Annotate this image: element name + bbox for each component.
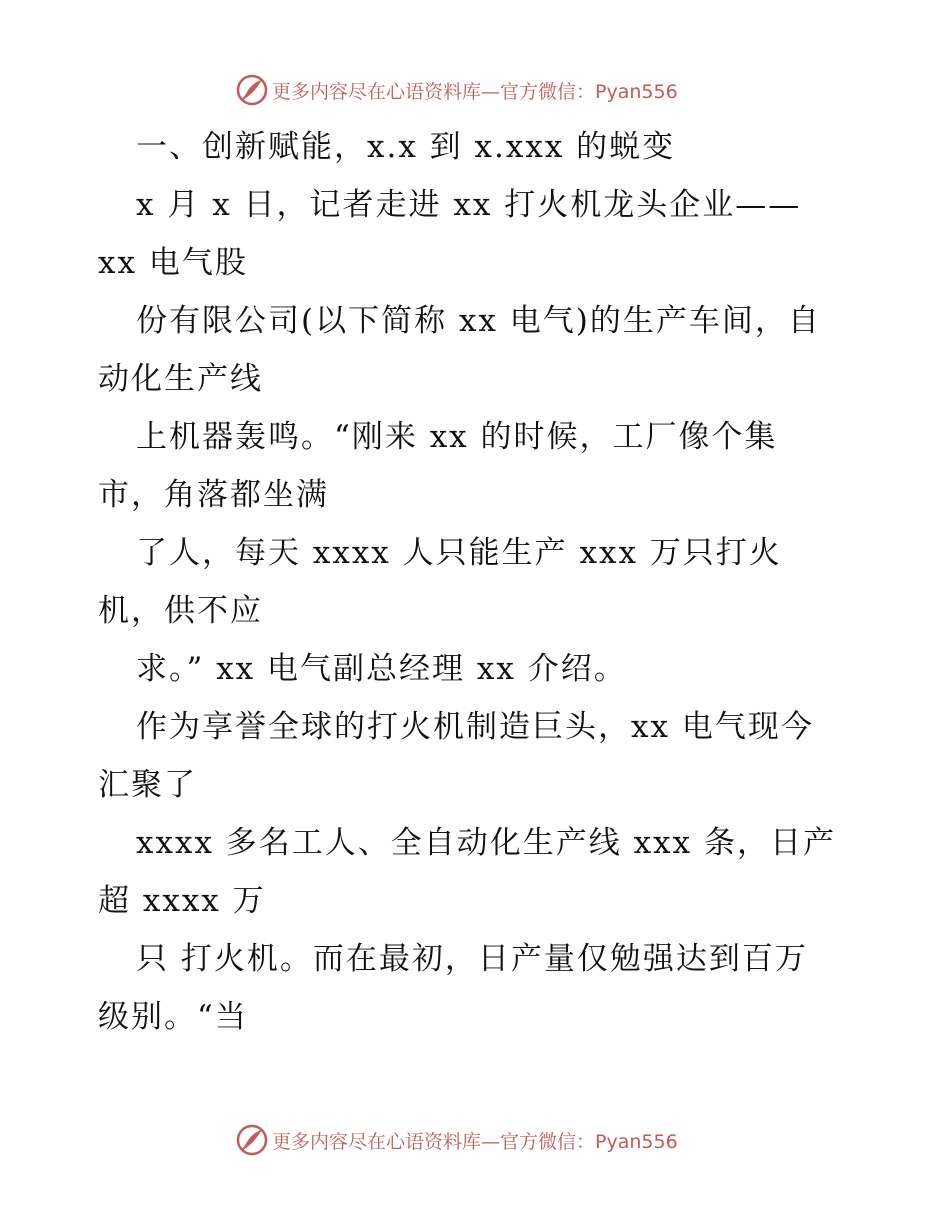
watermark-text: 更多内容尽在心语资料库—官方微信：Pyan556 bbox=[272, 80, 678, 103]
header-watermark bbox=[236, 73, 678, 107]
text-line: 市，角落都坐满 bbox=[98, 477, 329, 513]
text-line: x 月 x 日，记者走进 xx 打火机龙头企业—— bbox=[136, 187, 802, 223]
text-line: xx 电气股 bbox=[98, 245, 248, 281]
text-line: 求。” xx 电气副总经理 xx 介绍。 bbox=[136, 651, 627, 687]
watermark-id: Pyan556 bbox=[595, 80, 678, 103]
text-line: 只 打火机。而在最初，日产量仅勉强达到百万 bbox=[136, 941, 808, 977]
feather-pen-icon bbox=[236, 74, 268, 106]
text-line: 动化生产线 bbox=[98, 361, 263, 397]
text-line: 份有限公司(以下简称 xx 电气)的生产车间，自 bbox=[136, 303, 821, 339]
footer-watermark bbox=[236, 1123, 678, 1157]
watermark-id: Pyan556 bbox=[595, 1130, 678, 1153]
text-line: 上机器轰鸣。“刚来 xx 的时候，工厂像个集 bbox=[136, 419, 778, 455]
feather-pen-icon bbox=[236, 1124, 268, 1156]
text-line: 机，供不应 bbox=[98, 593, 263, 629]
watermark-text: 更多内容尽在心语资料库—官方微信：Pyan556 bbox=[272, 1130, 678, 1153]
text-line: 一、创新赋能，x.x 到 x.xxx 的蜕变 bbox=[136, 129, 676, 165]
text-line: 作为享誉全球的打火机制造巨头，xx 电气现今 bbox=[136, 709, 814, 745]
text-line: 级别。“当 bbox=[98, 999, 248, 1035]
text-line: xxxx 多名工人、全自动化生产线 xxx 条，日产 bbox=[136, 825, 836, 861]
text-line: 汇聚了 bbox=[98, 767, 197, 803]
text-line: 超 xxxx 万 bbox=[98, 883, 266, 919]
text-line: 了人，每天 xxxx 人只能生产 xxx 万只打火 bbox=[136, 535, 782, 571]
